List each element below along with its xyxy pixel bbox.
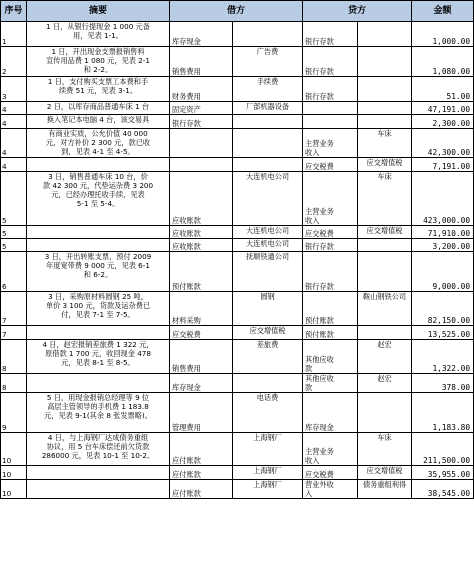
row-amount: 1,080.00 (412, 47, 474, 77)
row-summary (27, 102, 170, 115)
row-summary (27, 172, 170, 226)
table-row (1, 466, 474, 480)
summary-line: 286000 元，见表 10-1 至 10-2。 (41, 451, 155, 460)
summary-line: 年度宽带费 9 000 元，见表 6-1 (46, 261, 150, 270)
row-seq: 9 (1, 393, 27, 433)
row-credit-sub (358, 77, 412, 102)
row-summary (27, 252, 170, 292)
row-summary (27, 239, 170, 252)
row-credit-account: 应交税费 (303, 466, 358, 480)
row-credit-account: 主营业务 收入 (303, 129, 358, 158)
row-debit-sub (233, 374, 303, 393)
header-amount: 金额 (412, 1, 474, 22)
table-row (1, 326, 474, 340)
table-row (1, 340, 474, 374)
table-row (1, 47, 474, 77)
summary-line: 1 日，从银行提现金 1 000 元备 (46, 22, 150, 31)
row-seq: 5 (1, 226, 27, 239)
row-credit-sub: 车床 (358, 129, 412, 158)
row-summary (27, 480, 170, 499)
row-debit-sub: 差旅费 (233, 340, 303, 374)
table-row (1, 129, 474, 158)
row-amount: 211,500.00 (412, 433, 474, 466)
row-credit-account: 应交税费 (303, 158, 358, 172)
row-credit-sub (358, 102, 412, 115)
row-seq: 3 (1, 77, 27, 102)
row-debit-account: 银行存款 (170, 115, 233, 129)
table-row (1, 77, 474, 102)
row-debit-sub (233, 115, 303, 129)
row-seq: 10 (1, 480, 27, 499)
summary-line: 元，见表 8-1 至 8-5。 (61, 358, 135, 367)
table-row (1, 480, 474, 499)
row-debit-account: 销售费用 (170, 47, 233, 77)
row-amount: 1,183.80 (412, 393, 474, 433)
row-credit-account: 营业外收 入 (303, 480, 358, 499)
row-amount: 13,525.00 (412, 326, 474, 340)
row-summary (27, 466, 170, 480)
row-debit-sub: 厂部机器设备 (233, 102, 303, 115)
summary-line: 单价 3 100 元，货款及运杂费已 (45, 301, 151, 310)
row-debit-sub: 大连机电公司 (233, 172, 303, 226)
row-seq: 2 (1, 47, 27, 77)
row-credit-sub: 鞍山钢铁公司 (358, 292, 412, 326)
row-amount: 1,000.00 (412, 22, 474, 47)
row-amount: 35,955.00 (412, 466, 474, 480)
row-seq: 4 (1, 129, 27, 158)
table-row (1, 433, 474, 466)
row-amount: 423,000.00 (412, 172, 474, 226)
row-summary (27, 340, 170, 374)
summary-line: 续费 51 元，见表 3-1。 (58, 86, 138, 95)
row-amount: 3,200.00 (412, 239, 474, 252)
row-summary (27, 47, 170, 77)
summary-line: 和 2-2。 (83, 65, 113, 74)
header-summary: 摘要 (27, 1, 170, 22)
row-summary (27, 158, 170, 172)
row-debit-sub: 大连机电公司 (233, 239, 303, 252)
row-seq: 10 (1, 466, 27, 480)
row-credit-sub (358, 326, 412, 340)
row-credit-account: 其他应收 款 (303, 374, 358, 393)
row-credit-sub: 车床 (358, 172, 412, 226)
row-debit-sub: 上海钢厂 (233, 466, 303, 480)
summary-line: 付，见表 7-1 至 7-5。 (61, 310, 135, 319)
row-debit-sub: 广告费 (233, 47, 303, 77)
row-seq: 4 (1, 158, 27, 172)
row-debit-sub: 上海钢厂 (233, 433, 303, 466)
row-summary (27, 374, 170, 393)
row-seq: 1 (1, 22, 27, 47)
row-credit-account: 应交税费 (303, 226, 358, 239)
row-debit-account: 库存现金 (170, 22, 233, 47)
row-debit-sub (233, 158, 303, 172)
row-debit-account: 应交税费 (170, 326, 233, 340)
row-debit-account: 管理费用 (170, 393, 233, 433)
summary-line: 元，已经办理托收手续，见表 (51, 190, 145, 199)
row-debit-account: 应收账款 (170, 239, 233, 252)
summary-line: 和 6-2。 (83, 270, 113, 279)
row-credit-sub: 车床 (358, 433, 412, 466)
row-amount: 71,910.00 (412, 226, 474, 239)
summary-line: 元，对方补价 2 300 元，款已收 (45, 138, 151, 147)
row-debit-sub: 电话费 (233, 393, 303, 433)
summary-line: 换入笔记本电脑 4 台，该交易具 (46, 115, 150, 124)
row-credit-sub (358, 47, 412, 77)
row-summary (27, 292, 170, 326)
row-credit-account: 银行存款 (303, 239, 358, 252)
row-summary (27, 433, 170, 466)
summary-line: 有商业实质，公允价值 40 000 (48, 129, 148, 138)
summary-line: 协议，用 5 台车床偿还前欠货款 (46, 442, 150, 451)
table-row (1, 292, 474, 326)
table-row (1, 393, 474, 433)
row-debit-account: 应付账款 (170, 480, 233, 499)
row-summary (27, 115, 170, 129)
summary-line: 高层主管领导的手机费 1 183.8 (47, 402, 149, 411)
header-debit: 借方 (170, 1, 303, 22)
row-debit-account: 应付账款 (170, 466, 233, 480)
journal-body (1, 22, 474, 499)
row-credit-account: 其他应收 款 (303, 340, 358, 374)
row-debit-sub (233, 22, 303, 47)
row-amount: 47,191.00 (412, 102, 474, 115)
row-credit-account: 主营业务 收入 (303, 433, 358, 466)
header-seq: 序号 (1, 1, 27, 22)
row-credit-account: 银行存款 (303, 252, 358, 292)
row-debit-sub: 大连机电公司 (233, 226, 303, 239)
row-summary (27, 226, 170, 239)
row-summary (27, 77, 170, 102)
table-row (1, 158, 474, 172)
row-seq: 4 (1, 102, 27, 115)
row-amount: 42,300.00 (412, 129, 474, 158)
summary-line: 宣传用品费 1 080 元，见表 2-1 (46, 56, 150, 65)
row-debit-account: 应收账款 (170, 172, 233, 226)
row-debit-account: 财务费用 (170, 77, 233, 102)
row-seq: 8 (1, 340, 27, 374)
row-amount: 51.00 (412, 77, 474, 102)
row-summary (27, 22, 170, 47)
table-row (1, 115, 474, 129)
row-credit-account: 银行存款 (303, 77, 358, 102)
row-summary (27, 129, 170, 158)
table-row (1, 102, 474, 115)
summary-line: 3 日，开出转账支票，预付 2009 (44, 252, 152, 261)
row-debit-account: 材料采购 (170, 292, 233, 326)
row-seq: 8 (1, 374, 27, 393)
row-credit-sub (358, 115, 412, 129)
row-debit-sub: 抚顺铁通公司 (233, 252, 303, 292)
row-amount: 7,191.00 (412, 158, 474, 172)
row-credit-sub: 债务重组利得 (358, 480, 412, 499)
row-credit-account (303, 102, 358, 115)
row-amount: 82,150.00 (412, 292, 474, 326)
table-row (1, 374, 474, 393)
row-credit-account: 库存现金 (303, 393, 358, 433)
row-credit-account: 预付账款 (303, 326, 358, 340)
summary-line: 到，见表 4-1 至 4-5。 (61, 147, 135, 156)
table-row (1, 226, 474, 239)
summary-line: 用，见表 1-1。 (73, 31, 123, 40)
row-amount: 378.00 (412, 374, 474, 393)
header-credit: 贷方 (303, 1, 412, 22)
row-debit-account: 应收账款 (170, 226, 233, 239)
row-seq: 4 (1, 115, 27, 129)
row-seq: 5 (1, 172, 27, 226)
row-credit-sub (358, 393, 412, 433)
row-debit-account: 库存现金 (170, 374, 233, 393)
row-debit-account: 应付账款 (170, 433, 233, 466)
row-credit-account: 主营业务 收入 (303, 172, 358, 226)
row-debit-sub: 应交增值税 (233, 326, 303, 340)
row-debit-account: 销售费用 (170, 340, 233, 374)
row-amount: 2,300.00 (412, 115, 474, 129)
row-credit-sub (358, 22, 412, 47)
summary-line: 1 日，支付购买支票工本费和手 (47, 77, 149, 86)
summary-line: 原借款 1 700 元，收回现金 478 (45, 349, 151, 358)
row-debit-sub: 圆钢 (233, 292, 303, 326)
row-seq: 7 (1, 292, 27, 326)
summary-line: 3 日，销售普通车床 10 台，价 (48, 172, 148, 181)
row-seq: 5 (1, 239, 27, 252)
row-credit-account: 银行存款 (303, 47, 358, 77)
summary-line: 款 42 300 元，代垫运杂费 3 200 (42, 181, 154, 190)
row-amount: 38,545.00 (412, 480, 474, 499)
summary-line: 4 日，与上海钢厂达成债务重组 (47, 433, 149, 442)
row-credit-sub (358, 239, 412, 252)
table-row (1, 239, 474, 252)
row-debit-sub: 手续费 (233, 77, 303, 102)
summary-line: 5-1 至 5-4。 (76, 199, 120, 208)
row-debit-account: 预付账款 (170, 252, 233, 292)
table-row (1, 22, 474, 47)
summary-line: 4 日，赵宏报销差旅费 1 322 元， (42, 340, 154, 349)
row-amount: 9,000.00 (412, 252, 474, 292)
row-seq: 7 (1, 326, 27, 340)
row-credit-sub: 应交增值税 (358, 158, 412, 172)
row-debit-sub (233, 129, 303, 158)
row-summary (27, 393, 170, 433)
row-credit-account (303, 115, 358, 129)
summary-line: 2 日，以库存商品普通车床 1 台 (46, 102, 150, 111)
row-summary (27, 326, 170, 340)
row-credit-sub (358, 252, 412, 292)
row-amount: 1,322.00 (412, 340, 474, 374)
row-credit-sub: 应交增值税 (358, 466, 412, 480)
row-debit-account (170, 129, 233, 158)
table-row (1, 252, 474, 292)
row-seq: 6 (1, 252, 27, 292)
header-row (1, 1, 474, 22)
row-credit-sub: 应交增值税 (358, 226, 412, 239)
summary-line: 3 日，采购原材料圆钢 25 吨， (48, 292, 148, 301)
row-debit-account: 固定资产 (170, 102, 233, 115)
row-credit-account: 银行存款 (303, 22, 358, 47)
summary-line: 1 日，开出现金支票报销售料 (51, 47, 145, 56)
row-credit-sub: 赵宏 (358, 340, 412, 374)
row-credit-account: 预付账款 (303, 292, 358, 326)
row-credit-sub: 赵宏 (358, 374, 412, 393)
row-debit-account (170, 158, 233, 172)
table-row (1, 172, 474, 226)
row-seq: 10 (1, 433, 27, 466)
summary-line: 5 日，用现金报销总经理等 9 位 (46, 393, 150, 402)
summary-line: 元，见表 9-1(其余 8 张发票略)。 (44, 411, 152, 420)
row-debit-sub: 上海钢厂 (233, 480, 303, 499)
